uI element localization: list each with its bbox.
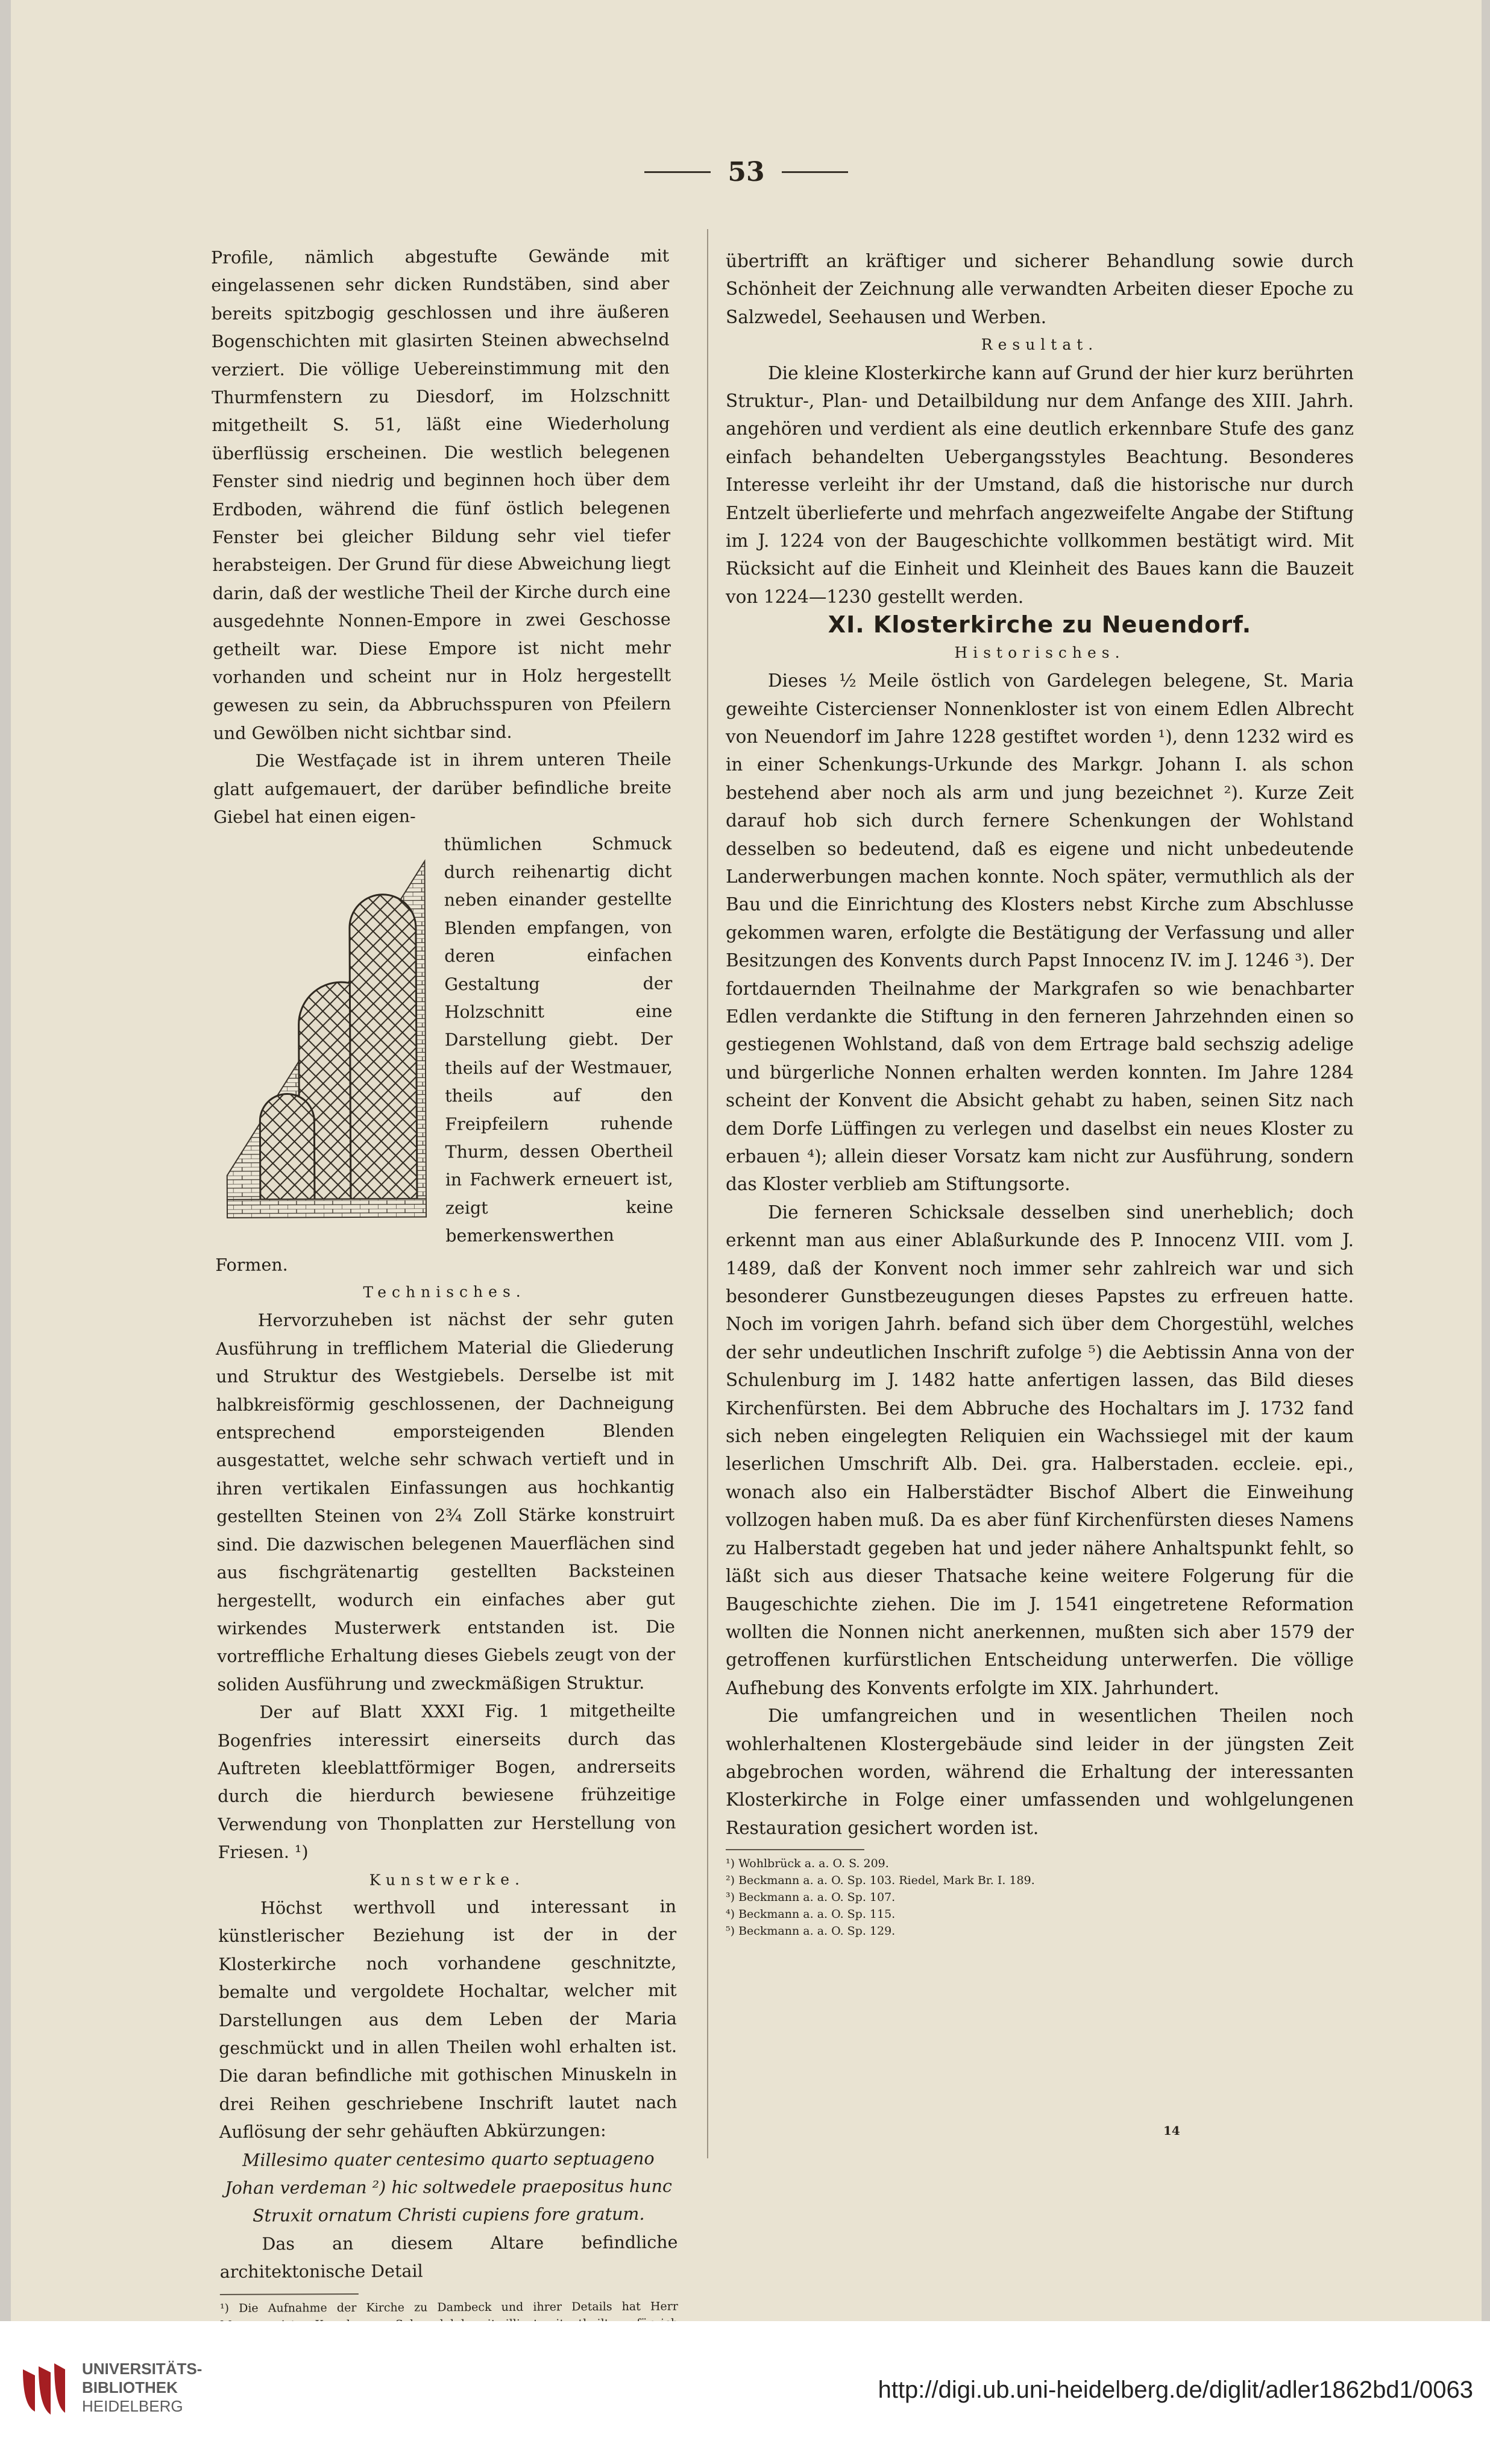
library-line: UNIVERSITÄTS-	[82, 2359, 203, 2378]
right-column	[726, 247, 1354, 1939]
paragraph: Hervorzuheben ist nächst der sehr guten Ausführung in trefflichem Material die Gliederung und Struktur des Westgiebels. Derselbe ist mit halbkreisförmig geschlossenen, der Dachneigung entsprechend emporsteigenden Blenden ausgestattet, welche sehr schwach vertieft und in ihren vertikalen Einfassungen aus hochkantig gestellten Steinen von 2¾ Zoll Stärke konstruirt sind. Die dazwischen belegenen Mauerflächen sind aus fischgrätenartig gestellten Backsteinen hergestellt, wodurch ein einfaches aber gut wirkendes Musterwerk entstanden ist. Die vortreffliche Erhaltung dieses Giebels zeugt von der soliden Ausführung und zweckmäßigen Struktur.	[215, 1309, 676, 1695]
header-rule-right	[782, 171, 848, 173]
paragraph: Das an diesem Altare befindliche architektonische Detail	[219, 2232, 678, 2283]
footnote: ⁴) Beckmann a. a. O. Sp. 115.	[726, 1908, 896, 1921]
inscription-line: Millesimo quater centesimo quarto septuageno	[242, 2148, 655, 2170]
footnotes-right	[726, 1855, 1354, 1939]
footnote-rule	[220, 2293, 359, 2295]
library-line: BIBLIOTHEK	[82, 2378, 178, 2396]
running-header	[11, 154, 1482, 190]
library-logo[interactable]	[17, 2357, 202, 2418]
column-divider	[707, 229, 708, 2158]
paragraph: Höchst werthvoll und interessant in künstlerischer Beziehung ist der in der Klosterkirche noch vorhandene geschnitzte, bemalte und vergoldete Hochaltar, welcher mit Darstellungen aus dem Leben der Maria geschmückt und in allen Theilen wohl erhalten ist. Die daran befindliche mit gothischen Minuskeln in drei Reihen geschriebene Inschrift lautet nach Auflösung der sehr gehäuften Abkürzungen:	[218, 1896, 677, 2143]
section-heading: XI. Klosterkirche zu Neuendorf.	[828, 611, 1252, 638]
book-page	[11, 0, 1482, 2321]
subheading-historisches: Historisches.	[954, 643, 1125, 661]
source-url-link[interactable]: http://digi.ub.uni-heidelberg.de/diglit/adler1862bd1/0063	[878, 2377, 1473, 2403]
header-rule-left	[644, 171, 711, 173]
footnote: ²) Beckmann a. a. O. Sp. 103. Riedel, Mark Br. I. 189.	[726, 1874, 1035, 1888]
paragraph: Die ferneren Schicksale desselben sind unerheblich; doch erkennt man aus einer Ablaßurkunde des P. Innocenz VIII. vom J. 1489, daß der Konvent noch immer sehr zahlreich war und sich besonderer Gunstbezeugungen dieses Papstes zu erfreuen hatte. Noch im vorigen Jahrh. befand sich über dem Chorgestühl, welches der sehr undeutlichen Inschrift zufolge ⁵) die Aebtissin Anna von der Schulenburg im J. 1482 hatte anfertigen lassen, das Bild dieses Kirchenfürsten. Bei dem Abbruche des Hochaltars im J. 1732 fand sich neben eingelegten Reliquien ein Wachssiegel mit der kaum leserlichen Umschrift Alb. Dei. gra. Halberstaden. eccleie. epi., wonach also ein Halberstädter Bischof Albert die Einweihung vollzogen haben muß. Da es aber fünf Kirchenfürsten dieses Namens zu Halberstadt gegeben hat und jeder nähere Anhaltspunkt fehlt, so läßt sich aus dieser Thatsache keine weitere Folgerung für die Baugeschichte ziehen. Die im J. 1541 eingetretene Reformation wollten die Nonnen nicht anerkennen, mußten sich aber 1579 der getroffenen kurfürstlichen Entscheidung unterwerfen. Die völlige Aufhebung des Konvents erfolgte im XIX. Jahrhundert.	[726, 1202, 1354, 1698]
library-emblem-icon	[17, 2357, 71, 2418]
paragraph: Dieses ½ Meile östlich von Gardelegen belegene, St. Maria geweihte Cistercienser Nonnenkloster ist von einem Edlen Albrecht von Neuendorf im Jahre 1228 gestiftet worden ¹), denn 1232 wird es in einer Schenkungs-Urkunde des Markgr. Johann I. als schon bestehend aber noch als arm und jung bezeichnet ²). Kurze Zeit darauf hob sich durch fernere Schenkungen der Wohlstand desselben so bedeutend, daß es eigene und nicht unbedeutende Landerwerbungen machen konnte. Noch später, vermuthlich als der Bau und die Einrichtung des Klosters nebst Kirche zum Abschlusse gekommen waren, erfolgte die Bestätigung der Verfassung und aller Besitzungen des Konvents durch Papst Innocenz IV. im J. 1246 ³). Der fortdauernden Theilnahme der Markgrafen so wie benachbarter Edlen verdankte die Stiftung in den ferneren Jahrzehnden einen so gestiegenen Wohlstand, daß von dem Ertrage bald sechszig adelige und bürgerliche Nonnen erhalten werden konnten. Im Jahre 1284 scheint der Konvent die Absicht gehabt zu haben, seinen Sitz nach dem Dorfe Lüffingen zu verlegen und daselbst ein neues Kloster zu erbauen ⁴); allein dieser Vorsatz kam nicht zur Ausführung, sondern das Kloster verblieb am Stiftungsorte.	[726, 670, 1354, 1195]
inscription-line: Struxit ornatum Christi cupiens fore gratum.	[252, 2204, 645, 2226]
library-line: HEIDELBERG	[82, 2396, 183, 2415]
inscription-line: Johan verdeman ²) hic soltwedele praepositus hunc	[225, 2176, 672, 2198]
footnote: ¹) Die Aufnahme der Kirche zu Dambeck und ihrer Details hat Herr	[219, 2299, 678, 2315]
gable-woodcut-figure	[213, 837, 432, 1224]
signature-mark: 14	[1163, 2123, 1180, 2138]
library-name	[82, 2360, 202, 2416]
footnote: ¹) Wohlbrück a. a. O. S. 209.	[726, 1857, 889, 1871]
paragraph: Die Westfaçade ist in ihrem unteren Theile glatt aufgemauert, der darüber befindliche breite Giebel hat einen eigen-	[213, 749, 672, 828]
footnote: ⁵) Beckmann a. a. O. Sp. 129.	[726, 1924, 896, 1938]
left-column	[211, 242, 679, 2418]
subheading-kunstwerke: Kunstwerke.	[369, 1870, 526, 1889]
paragraph: thümlichen Schmuck durch reihenartig dicht neben einander gestellte Blenden empfangen, von deren einfachen Gestaltung der Holzschnitt eine Darstellung giebt. Der theils auf der Westmauer, theils auf den Freipfeilern ruhende Thurm, dessen Obertheil in Fachwerk erneuert ist, zeigt keine bemerkenswerthen Formen.	[215, 833, 674, 1275]
paragraph: Die kleine Klosterkirche kann auf Grund der hier kurz berührten Struktur-, Plan- und Detailbildung nur dem Anfange des XIII. Jahrh. angehören und verdient als eine deutlich erkennbare Stufe des ganz einfach behandelten Uebergangsstyles Beachtung. Besonderes Interesse verleiht ihr der Umstand, daß die historische nur durch Entzelt überlieferte und mehrfach angezweifelte Angabe der Stiftung im J. 1224 von der Baugeschichte vollkommen bestätigt wird. Mit Rücksicht auf die Einheit und Kleinheit des Baues kann die Bauzeit von 1224—1230 gestellt werden.	[726, 362, 1354, 607]
subheading-technisches: Technisches.	[363, 1282, 526, 1301]
footer-bar	[0, 2321, 1490, 2464]
page-number: 53	[728, 156, 765, 187]
footnote-rule	[726, 1849, 864, 1850]
paragraph: Profile, nämlich abgestufte Gewände mit eingelassenen sehr dicken Rundstäben, sind aber bereits spitzbogig geschlossen und ihre äußeren Bogenschichten mit glasirten Steinen abwechselnd verziert. Die völlige Uebereinstimmung mit den Thurmfenstern zu Diesdorf, im Holzschnitt mitgetheilt S. 51, läßt eine Wiederholung überflüssig erscheinen. Die westlich belegenen Fenster sind niedrig und beginnen hoch über dem Erdboden, während die fünf östlich belegenen Fenster bei gleicher Bildung sehr viel tiefer herabsteigen. Der Grund für diese Abweichung liegt darin, daß der westliche Theil der Kirche durch eine ausgedehnte Nonnen-Empore in zwei Geschosse getheilt war. Diese Empore ist nicht mehr vorhanden und scheint nur in Holz hergestellt gewesen zu sein, da Abbruchsspuren von Pfeilern und Gewölben nicht sichtbar sind.	[211, 245, 671, 743]
footnote: ³) Beckmann a. a. O. Sp. 107.	[726, 1891, 896, 1905]
paragraph: übertrifft an kräftiger und sicherer Behandlung sowie durch Schönheit der Zeichnung alle verwandten Arbeiten dieser Epoche zu Salzwedel, Seehausen und Werben.	[726, 251, 1354, 327]
paragraph: Die umfangreichen und in wesentlichen Theilen noch wohlerhaltenen Klostergebäude sind leider in der jüngsten Zeit abgebrochen worden, während die Erhaltung der interessanten Klosterkirche in Folge einer umfassenden und wohlgelungenen Restauration gesichert worden ist.	[726, 1706, 1354, 1838]
paragraph: Der auf Blatt XXXI Fig. 1 mitgetheilte Bogenfries interessirt einerseits durch das Auftreten kleeblattförmiger Bogen, andrerseits durch die hierdurch bewiesene frühzeitige Verwendung von Thonplatten zur Herstellung von Friesen. ¹)	[217, 1700, 676, 1863]
subheading-resultat: Resultat.	[981, 336, 1099, 354]
